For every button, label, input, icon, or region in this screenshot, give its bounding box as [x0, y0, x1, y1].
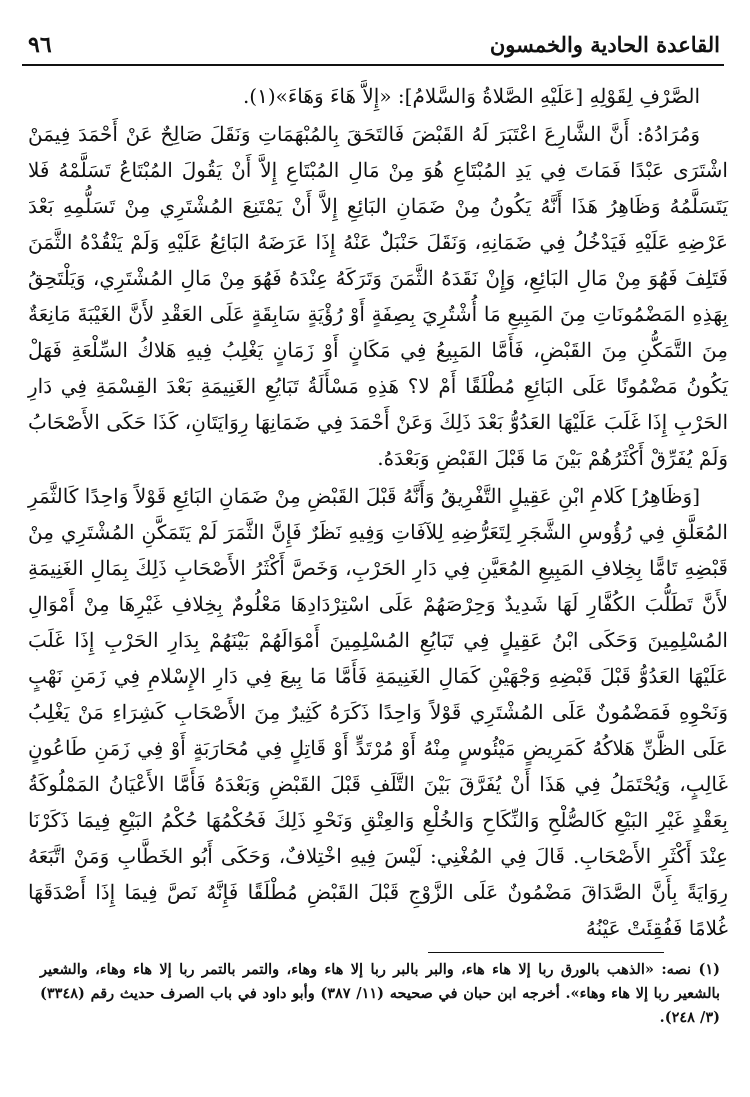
page-number: ٩٦: [28, 32, 52, 58]
footnote: (١) نصه: «الذهب بالورق ربا إلا هاء هاء، والبر بالبر ربا إلا هاء وهاء، والتمر بالتمر ربا إلا هاء وهاء، والشعير بالشعير ربا إلا هاء وهاء». أخرجه ابن حبان في صحيحه (١١/ ٣٨٧) وأبو داود في باب الصرف حديث رقم (٣٣٤٨) (٣/ ٢٤٨).: [40, 961, 720, 1026]
paragraph: [وَظَاهِرُ] كَلامِ ابْنِ عَقِيلٍ التَّفْرِيقُ وَأَنَّهُ قَبْلَ القَبْضِ مِنْ ضَمَانِ البَائِعِ قَوْلاً وَاحِدًا كَالثَّمَرِ المُعَلَّقِ فِي رُؤُوسِ الشَّجَرِ لِتَعَرُّضِهِ لِلآفَاتِ وَفِيهِ نَظَرٌ فَإِنَّ الثَّمَرَ لَمْ يَتَمَكَّنِ المُشْتَرِي مِنْ قَبْضِهِ تَامًّا بِخِلافِ المَبِيعِ المُعَيَّنِ فِي دَارِ الحَرْبِ، وَخَصَّ أَكْثَرُ الأَصْحَابِ ذَلِكَ بِمَالِ الغَنِيمَةِ لأَنَّ تَطَلُّبَ الكُفَّارِ لَهَا شَدِيدٌ وَحِرْصَهُمْ عَلَى اسْتِرْدَادِهَا مَعْلُومٌ بِخِلافِ غَيْرِهَا مِنْ أَمْوَالِ المُسْلِمِينَ وَحَكَى ابْنُ عَقِيلٍ فِي تَبَايُعِ المُسْلِمِينَ أَمْوَالَهُمْ بَيْنَهُمْ بِدَارِ الحَرْبِ إِذَا غَلَبَ عَلَيْهَا العَدُوُّ قَبْلَ قَبْضِهِ وَجْهَيْنِ كَمَالِ الغَنِيمَةِ فَأَمَّا مَا بِيعَ فِي دَارِ الإِسْلامِ فِي زَمَنِ نَهْبٍ وَنَحْوِهِ فَمَضْمُونٌ عَلَى المُشْتَرِي قَوْلاً وَاحِدًا ذَكَرَهُ كَثِيرٌ مِنَ الأَصْحَابِ كَشِرَاءِ مَنْ يَغْلِبُ عَلَى الظَّنِّ هَلاكُهُ كَمَرِيضٍ مَيْئُوسٍ مِنْهُ أَوْ مُرْتَدٍّ أَوْ قَاتِلٍ فِي مُحَارَبَةٍ أَوْ فِي زَمَنِ طَاعُونٍ غَالِبٍ، وَيُحْتَمَلُ فِي هَذَا أَنْ يُفَرَّقَ بَيْنَ التَّلَفِ قَبْلَ القَبْضِ وَبَعْدَهُ فَأَمَّا الأَعْيَانُ المَمْلُوكَةُ بِعَقْدٍ غَيْرِ البَيْعِ كَالصُّلْحِ وَالنِّكَاحِ وَالخُلْعِ وَالعِتْقِ وَنَحْوِ ذَلِكَ فَحُكْمُهَا حُكْمُ البَيْعِ فِيمَا ذَكَرْنَا عِنْدَ أَكْثَرِ الأَصْحَابِ. قَالَ فِي المُغْنِي: لَيْسَ فِيهِ اخْتِلافٌ، وَحَكَى أَبُو الخَطَّابِ وَمَنْ اتَّبَعَهُ رِوَايَةً بِأَنَّ الصَّدَاقَ مَضْمُونٌ عَلَى الزَّوْجِ قَبْلَ القَبْضِ مُطْلَقًا فَإِنَّهُ نَصَّ فِيمَا إِذَا أَصْدَقَهَا غُلامًا فَفُقِئَتْ عَيْنُهُ: [28, 484, 729, 940]
paragraph: وَمُرَادُهُ: أَنَّ الشَّارِعَ اعْتَبَرَ لَهُ القَبْضَ فَالتَحَقَ بِالمُبْهَمَاتِ وَنَقَلَ صَالِحٌ عَنْ أَحْمَدَ فِيمَنْ اشْتَرَى عَبْدًا فَمَاتَ فِي يَدِ المُبْتَاعِ هُوَ مِنْ مَالِ المُبْتَاعِ إِلاَّ أَنْ يَقُولَ المُبْتَاعُ تَسَلَّمْهُ فَلا يَتَسَلَّمُهُ وَظَاهِرُ هَذَا أَنَّهُ يَكُونُ مِنْ ضَمَانِ البَائِعِ إِلاَّ أَنْ يَمْتَنِعَ المُشْتَرِي مِنْ تَسَلُّمِهِ بَعْدَ عَرْضِهِ عَلَيْهِ فَيَدْخُلُ فِي ضَمَانِهِ، وَنَقَلَ حَنْبَلٌ عَنْهُ إِذَا عَرَضَهُ البَائِعُ عَلَيْهِ وَلَمْ يَنْقُدْهُ الثَّمَنَ فَتَلِفَ فَهُوَ مِنْ مَالِ البَائِعِ، وَإِنْ نَقَدَهُ الثَّمَنَ وَتَرَكَهُ عِنْدَهُ فَهُوَ مِنْ مَالِ المُشْتَرِي، وَيَلْتَحِقُ بِهَذِهِ المَضْمُونَاتِ مِنَ المَبِيعِ مَا أُشْتُرِيَ بِصِفَةٍ أَوْ رُؤْيَةٍ سَابِقَةٍ عَلَى العَقْدِ لأَنَّ الغَيْبَةَ مَانِعَةٌ مِنَ التَّمَكُّنِ مِنَ القَبْضِ، فَأَمَّا المَبِيعُ فِي مَكَانٍ أَوْ زَمَانٍ يَغْلِبُ فِيهِ هَلاكُ السِّلْعَةِ فَهَلْ يَكُونُ مَضْمُونًا عَلَى البَائِعِ مُطْلَقًا أَمْ لا؟ هَذِهِ مَسْأَلَةُ تَبَايُعِ الغَنِيمَةِ بَعْدَ القِسْمَةِ فِي دَارِ الحَرْبِ إِذَا غَلَبَ عَلَيْهَا العَدُوُّ بَعْدَ ذَلِكَ وَعَنْ أَحْمَدَ فِي ضَمَانِهَا رِوَايَتَانِ، كَذَا حَكَى الأَصْحَابُ وَلَمْ يُفَرِّقْ أَكْثَرُهُمْ بَيْنَ مَا قَبْلَ القَبْضِ وَبَعْدَهُ.: [28, 122, 728, 470]
body-text: [28, 78, 729, 940]
footnotes: [40, 958, 720, 1068]
paragraph: الصَّرْفِ لِقَوْلِهِ [عَلَيْهِ الصَّلاةُ وَالسَّلامُ]: «إِلاَّ هَاءَ وَهَاءَ»(١).: [242, 84, 700, 108]
chapter-title: القاعدة الحادية والخمسون: [489, 32, 720, 57]
footnote-divider: [428, 952, 664, 953]
running-header: [22, 30, 724, 66]
